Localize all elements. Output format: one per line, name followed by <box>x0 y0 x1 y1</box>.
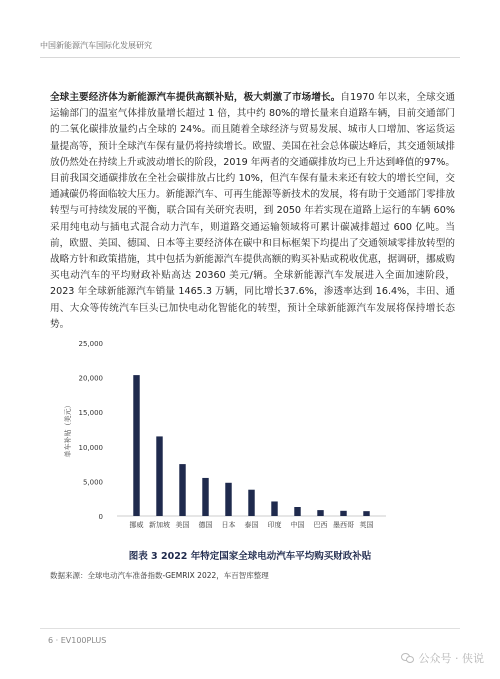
watermark-text: 公众号 · 侠说 <box>418 652 484 665</box>
y-tick-label: 10,000 <box>78 443 103 452</box>
chart-svg <box>40 328 460 538</box>
paragraph-text: 自1970 年以来，全球交通运输部门的温室气体排放量增长超过 1 倍，其中约 80%的增长量来自道路车辆，目前交通部门的二氧化碳排放量约占全球的 24%。而且随着全球经济与贸易发展、城市人口增加、客运货运量提高等，预计全球汽车保有量仍将持续增长。欧盟、美国在社会总体碳达峰后，其交通领域排放仍然处在持续上升或波动增长的阶段，2019 年两者的交通碳排放均已上升达到峰值的97%。目前我国交通碳排放在全社会碳排放占比约 10%，但汽车保有量未来还有较大的增长空间，交通减碳仍将面临较大压力。新能源汽车、可再生能源等新技术的发展，将有助于交通部门零排放转型与可持续发展的平衡，联合国有关研究表明，到 2050 年若实现在道路上运行的车辆 60%采用纯电动与插电式混合动力汽车，则道路交通运输领域将可累计碳减排超过 600 亿吨。当前，欧盟、美国、德国、日本等主要经济体在碳中和目标框架下均提出了交通领域零排放转型的战略方针和政策措施，其中包括为新能源汽车提供高额的购买补贴或税收优惠，据调研，挪威购买电动汽车的平均财政补贴高达 20360 美元/辆。全球新能源汽车发展进入全面加速阶段，2023 年全球新能源汽车销量 1465.3 万辆，同比增长37.6%，渗透率达到 16.4%，丰田、通用、大众等传统汽车巨头已加快电动化智能化的转型，预计全球新能源汽车发展将保持增长态势。 <box>50 92 456 330</box>
page-header <box>40 40 460 58</box>
footer-divider <box>40 628 460 629</box>
x-tick-label: 德国 <box>198 521 213 529</box>
footer-page-label: 6 · EV100PLUS <box>48 636 107 645</box>
x-tick-label: 美国 <box>175 521 190 529</box>
y-tick-label: 5,000 <box>82 478 103 487</box>
bar <box>179 464 185 516</box>
bar <box>133 375 139 516</box>
bar <box>202 478 208 516</box>
header-divider <box>40 57 460 58</box>
x-tick-label: 日本 <box>221 521 236 529</box>
bar <box>294 507 300 516</box>
figure-caption: 图表 3 2022 年特定国家全球电动汽车平均购买财政补贴 <box>128 551 372 562</box>
y-tick-label: 0 <box>98 513 103 521</box>
paragraph-lead: 全球主要经济体为新能源汽车提供高额补贴，极大刺激了市场增长。 <box>50 92 341 103</box>
body-paragraph <box>50 90 455 333</box>
bar <box>340 511 346 516</box>
bar-chart <box>40 328 460 538</box>
y-tick-label: 15,000 <box>78 409 103 418</box>
bar <box>156 436 162 516</box>
watermark <box>401 650 485 666</box>
x-tick-label: 墨西哥 <box>333 521 354 529</box>
x-tick-label: 英国 <box>359 521 374 529</box>
x-tick-label: 挪威 <box>129 521 144 529</box>
x-tick-label: 巴西 <box>313 521 328 529</box>
x-tick-label: 印度 <box>267 521 282 529</box>
x-tick-label: 新加坡 <box>149 521 170 529</box>
header-title: 中国新能源汽车国际化发展研究 <box>40 41 152 50</box>
bar <box>271 501 277 516</box>
y-tick-label: 20,000 <box>78 374 103 383</box>
bar <box>317 510 323 516</box>
x-tick-label: 中国 <box>290 521 305 529</box>
data-source: 数据来源：全球电动汽车准备指数-GEMRIX 2022，车百智库整理 <box>50 571 269 580</box>
wechat-icon <box>401 653 415 664</box>
bar <box>225 483 231 516</box>
x-tick-label: 泰国 <box>244 521 259 529</box>
bar <box>248 490 254 516</box>
bar <box>363 511 369 516</box>
y-axis-label: 单车补贴（美元） <box>64 401 72 458</box>
y-tick-label: 25,000 <box>78 340 103 348</box>
